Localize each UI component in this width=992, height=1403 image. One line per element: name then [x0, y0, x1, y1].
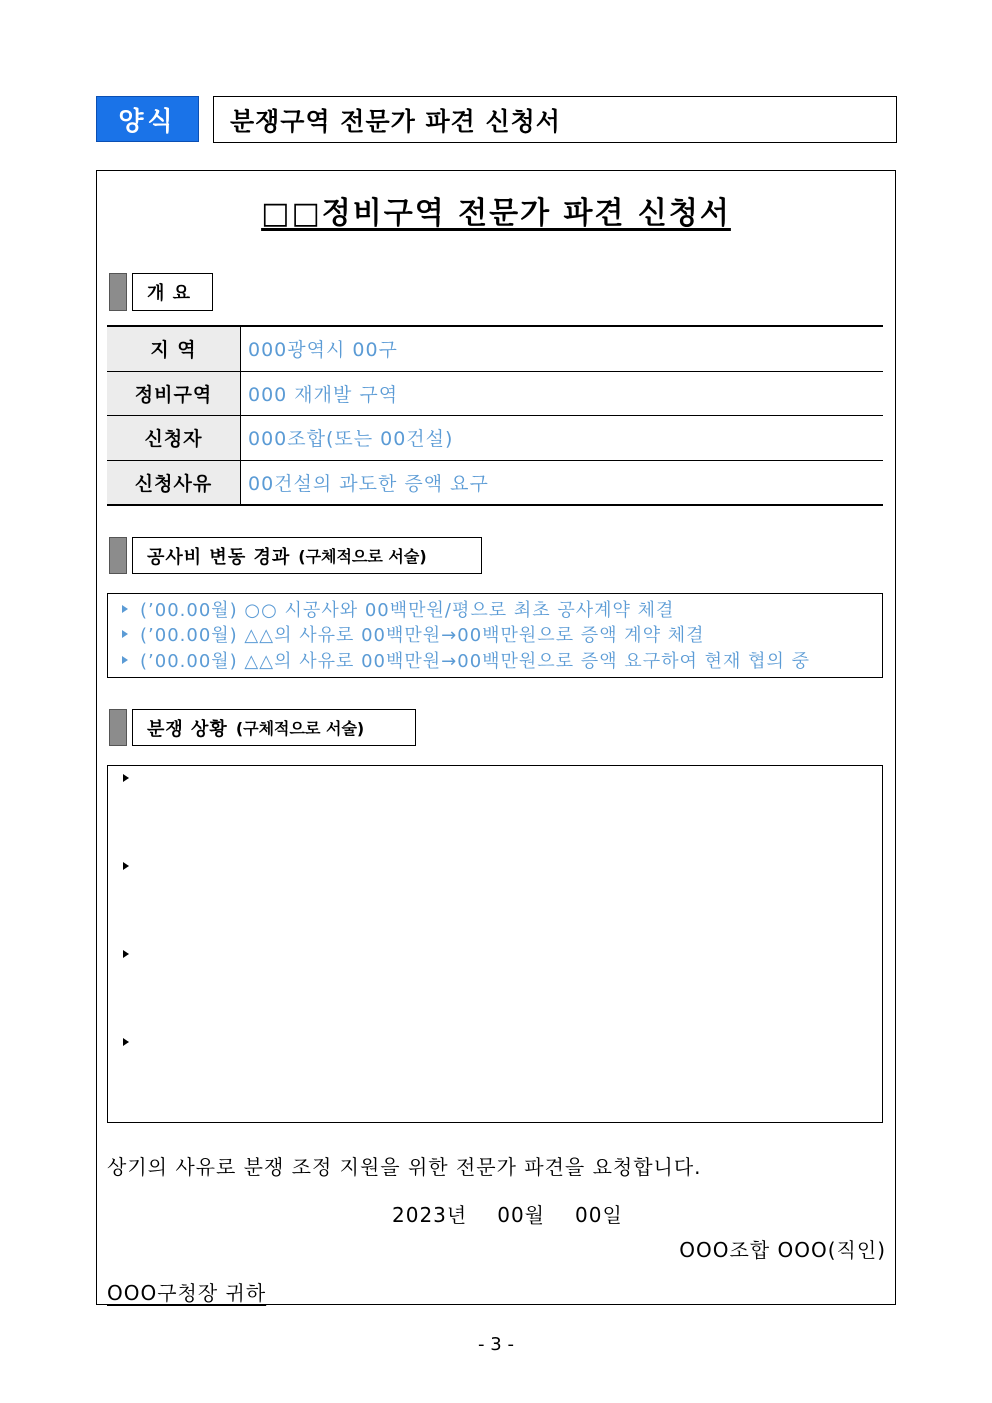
list-item [122, 647, 882, 673]
section-header-overview [132, 273, 213, 311]
list-item [122, 622, 882, 648]
form-type-tag: 양식 [96, 96, 199, 142]
bullet-triangle-icon [122, 630, 128, 638]
section-dispute-note: (구체적으로 서술) [235, 719, 365, 738]
bullet-triangle-icon [123, 774, 129, 782]
section-overview-label: 개 요 [147, 283, 192, 304]
document-title-text: □□정비구역 전문가 파견 신청서 [261, 196, 731, 231]
history-item-text: (’00.00월) ○○ 시공사와 00백만원/평으로 최초 공사계약 체결 [140, 599, 675, 621]
table-row [107, 327, 883, 372]
dispute-input-box[interactable] [107, 765, 883, 1123]
table-row [107, 416, 883, 461]
document-title [96, 188, 896, 232]
section-marker-bar [109, 537, 127, 574]
table-row [107, 461, 883, 505]
section-history-label: 공사비 변동 경과 [147, 546, 291, 568]
page-number: - 3 - [478, 1334, 514, 1355]
region-label: 지 역 [107, 327, 241, 371]
reason-label: 신청사유 [107, 461, 241, 505]
request-statement: 상기의 사유로 분쟁 조정 지원을 위한 전문가 파견을 요청합니다. [107, 1155, 702, 1179]
recipient-line: OOO구청장 귀하 [107, 1281, 267, 1305]
list-item [122, 596, 882, 622]
bullet-triangle-icon [123, 1038, 129, 1046]
section-dispute-label: 분쟁 상황 [147, 718, 228, 740]
district-label: 정비구역 [107, 372, 241, 416]
form-header-title: 분쟁구역 전문가 파견 신청서 [213, 96, 897, 143]
applicant-signature: OOO조합 OOO(직인) [679, 1238, 886, 1262]
date-month[interactable]: 00월 [497, 1203, 545, 1227]
district-value[interactable]: 000 재개발 구역 [248, 383, 399, 406]
history-item-text: (’00.00월) △△의 사유로 00백만원→00백만원으로 증액 요구하여 현재 협의 중 [140, 650, 810, 672]
section-history-note: (구체적으로 서술) [298, 547, 427, 566]
section-header-dispute [132, 709, 416, 746]
date-line [392, 1199, 623, 1228]
applicant-value[interactable]: 000조합(또는 00건설) [248, 428, 454, 451]
section-header-history [132, 537, 482, 574]
table-row [107, 372, 883, 417]
history-item-text: (’00.00월) △△의 사유로 00백만원→00백만원으로 증액 계약 체결 [140, 625, 705, 647]
bullet-triangle-icon [122, 656, 128, 664]
history-box[interactable] [107, 593, 883, 678]
reason-value[interactable]: 00건설의 과도한 증액 요구 [248, 472, 489, 495]
bullet-triangle-icon [123, 950, 129, 958]
applicant-label: 신청자 [107, 416, 241, 460]
section-marker-bar [109, 273, 127, 311]
date-day[interactable]: 00일 [575, 1203, 623, 1227]
section-marker-bar [109, 709, 127, 746]
bullet-triangle-icon [123, 862, 129, 870]
date-year[interactable]: 2023년 [392, 1203, 468, 1227]
bullet-triangle-icon [122, 605, 128, 613]
overview-table [107, 325, 883, 506]
region-value[interactable]: 000광역시 00구 [248, 339, 398, 362]
